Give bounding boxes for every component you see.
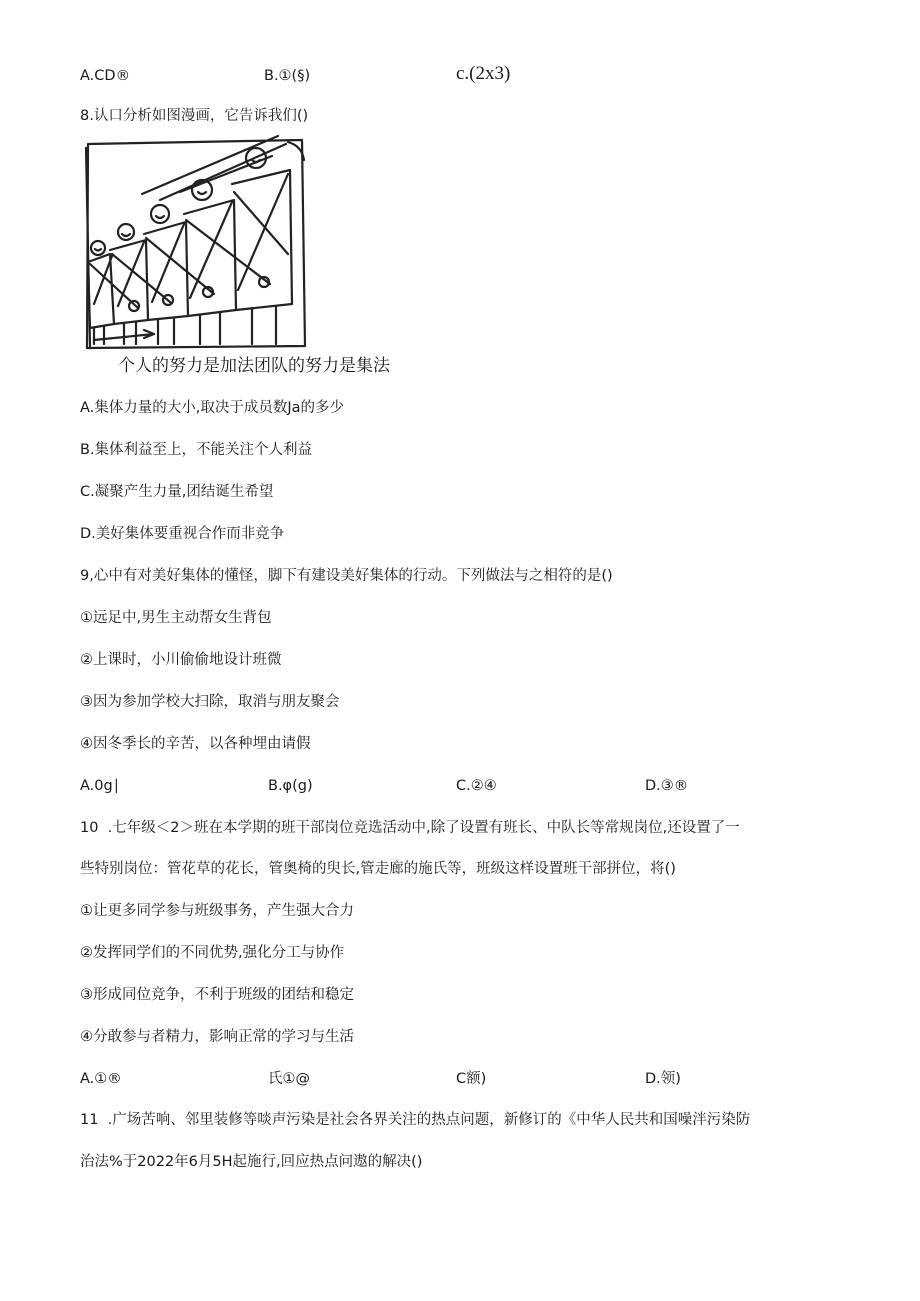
q9-option-d: D.③® bbox=[645, 778, 689, 794]
q8-option-b: B.集体利益至上，不能关注个人利益 bbox=[80, 442, 313, 458]
q10-option-c: C额) bbox=[456, 1071, 487, 1087]
q7-option-c: c.(2x3) bbox=[456, 63, 511, 84]
q10-stem-line-1: 10 .七年级＜2＞班在本学期的班干部岗位竞选活动中,除了设置有班长、中队长等常规岗位,还设置了一 bbox=[80, 820, 740, 836]
q10-item-3: ③形成同位竞争，不利于班级的团结和稳定 bbox=[80, 987, 354, 1003]
teamwork-cartoon-image bbox=[82, 134, 312, 354]
q8-stem: 8.认口分析如图漫画，它告诉我们() bbox=[80, 108, 309, 124]
q9-stem: 9,心中有对美好集体的懂怪，脚下有建设美好集体的行动。下列做法与之相符的是() bbox=[80, 568, 613, 584]
q9-item-4: ④因冬季长的辛苦，以各种埋由请假 bbox=[80, 736, 311, 752]
q9-item-1: ①远足中,男生主动帮女生背包 bbox=[80, 610, 272, 626]
q11-stem-line-2: 治法%于2022年6月5H起施行,回应热点问遨的解决() bbox=[80, 1154, 423, 1170]
q10-stem-line-2: 些特别岗位：管花草的花长，管奥椅的臾长,管走廊的施氏等，班级这样设置班干部拼位，将() bbox=[80, 861, 676, 877]
q9-option-c: C.②④ bbox=[456, 778, 497, 794]
q8-option-a: A.集体力量的大小,取决于成员数Ja的多少 bbox=[80, 400, 345, 416]
q9-item-2: ②上课时，小川偷偷地设计班微 bbox=[80, 652, 282, 668]
q10-item-2: ②发挥同学们的不同优势,强化分工与协作 bbox=[80, 945, 345, 961]
q8-option-d: D.美好集体要重视合作而非竞争 bbox=[80, 526, 285, 542]
q10-item-1: ①让更多同学参与班级事务，产生强大合力 bbox=[80, 903, 354, 919]
q10-option-a: A.①® bbox=[80, 1071, 122, 1087]
q7-option-b: B.①(§) bbox=[264, 68, 311, 84]
q10-option-b: 氏①@ bbox=[268, 1071, 310, 1087]
q9-option-b: B.φ(g) bbox=[268, 778, 313, 794]
q9-option-a: A.0g∣ bbox=[80, 778, 120, 794]
q8-option-c: C.凝聚产生力量,团结诞生希望 bbox=[80, 484, 274, 500]
q8-cartoon-caption: 个人的努力是加法团队的努力是集法 bbox=[118, 356, 390, 376]
q10-item-4: ④分敢参与者精力，影响正常的学习与生活 bbox=[80, 1029, 354, 1045]
q10-option-d: D.领) bbox=[645, 1071, 681, 1087]
q9-item-3: ③因为参加学校大扫除，取消与朋友聚会 bbox=[80, 694, 340, 710]
q11-stem-line-1: 11 .广场苦响、邻里装修等啖声污染是社会各界关注的热点问题，新修订的《中华人民共和国噪泮污染防 bbox=[80, 1112, 751, 1128]
q7-option-a: A.CD® bbox=[80, 68, 131, 84]
